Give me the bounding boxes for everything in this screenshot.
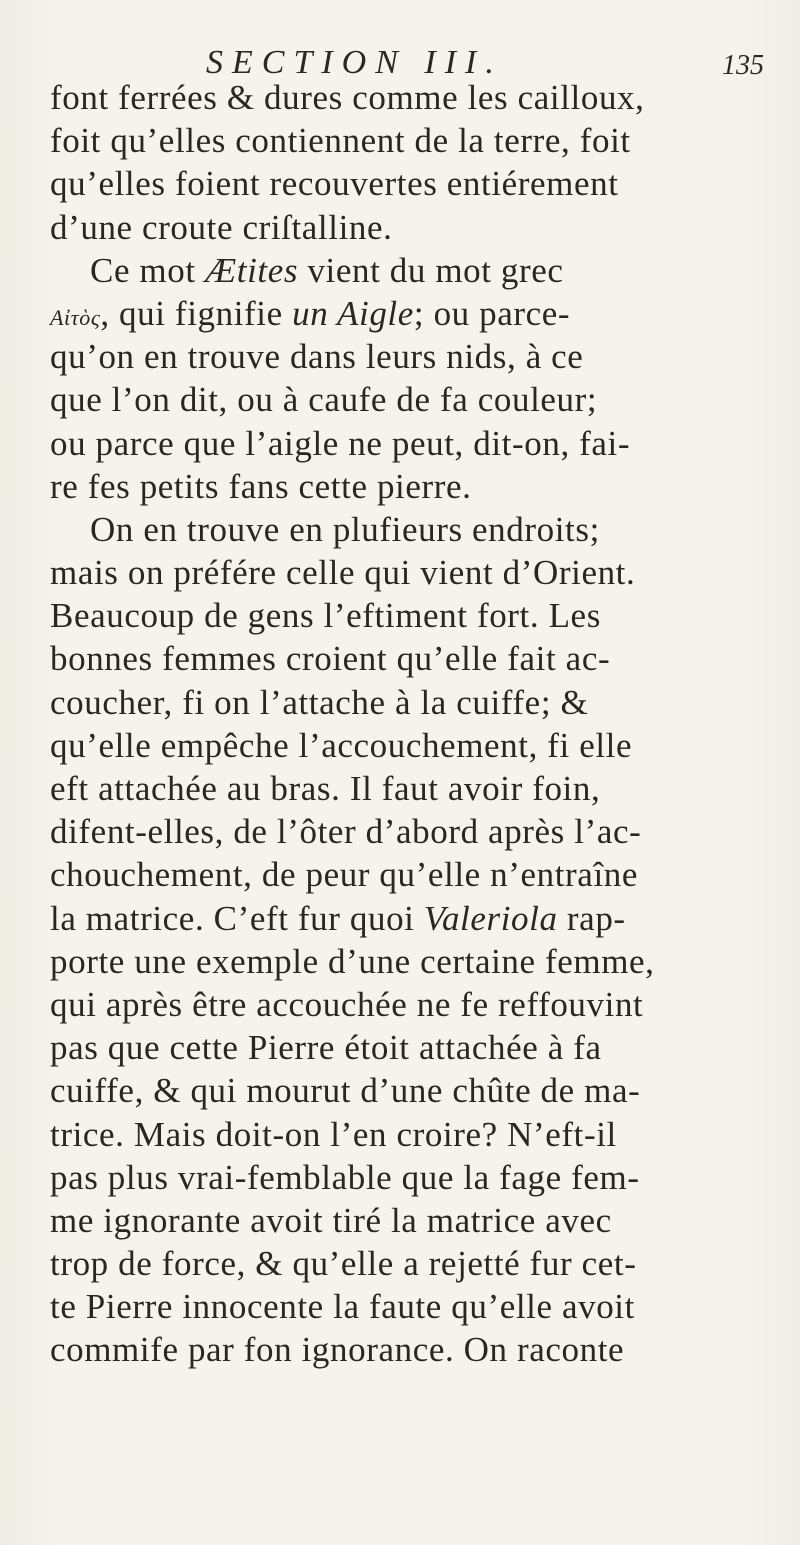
- text-fragment: mais on préfére celle qui vient d’Orient.: [50, 553, 636, 593]
- text-line: [50, 378, 790, 421]
- text-fragment: pas que cette Pierre étoit attachée à fa: [50, 1028, 602, 1068]
- text-line: [50, 983, 790, 1026]
- text-fragment: coucher, fi on l’attache à la cuiffe; &: [50, 682, 589, 722]
- text-fragment: ; ou parce-: [413, 293, 571, 333]
- text-line: [50, 1199, 790, 1242]
- text-fragment: rap-: [557, 898, 626, 938]
- text-line: [50, 681, 790, 724]
- text-fragment: qui après être accouchée ne fe reffouvint: [50, 984, 644, 1024]
- text-line: [50, 1285, 790, 1328]
- text-line: [50, 551, 790, 594]
- text-line: [50, 637, 790, 680]
- text-line: [50, 767, 790, 810]
- text-fragment: qu’elle empêche l’accouchement, fi elle: [50, 725, 633, 765]
- page-number: 135: [722, 50, 764, 81]
- text-fragment: d’une croute criſtalline.: [50, 207, 393, 247]
- text-fragment: On en trouve en plufieurs endroits;: [90, 509, 600, 549]
- italic-text: Valeriola: [423, 898, 558, 938]
- text-fragment: font ferrées & dures comme les cailloux,: [50, 78, 645, 117]
- text-line: [50, 465, 790, 508]
- text-fragment: que l’on dit, ou à caufe de fa couleur;: [50, 380, 598, 420]
- text-fragment: te Pierre innocente la faute qu’elle avoit: [50, 1287, 635, 1327]
- text-fragment: ou parce que l’aigle ne peut, dit-on, fai-: [50, 423, 631, 463]
- text-line: [50, 508, 790, 551]
- body-text: [50, 76, 790, 1372]
- text-line: [50, 162, 790, 205]
- text-line: [50, 292, 790, 335]
- text-line: [50, 249, 790, 292]
- text-line: [50, 853, 790, 896]
- text-fragment: commife par fon ignorance. On raconte: [50, 1330, 625, 1370]
- text-fragment: qu’elles foient recouvertes entiérement: [50, 164, 619, 204]
- text-line: [50, 1242, 790, 1285]
- text-line: [50, 897, 790, 940]
- text-line: [50, 1026, 790, 1069]
- text-line: [50, 594, 790, 637]
- text-fragment: Ce mot: [90, 250, 206, 290]
- text-fragment: chouchement, de peur qu’elle n’entraîne: [50, 855, 638, 895]
- text-fragment: la matrice. C’eft fur quoi: [50, 898, 424, 938]
- text-line: [50, 810, 790, 853]
- text-fragment: cuiffe, & qui mourut d’une chûte de ma-: [50, 1071, 641, 1111]
- text-fragment: porte une exemple d’une certaine femme,: [50, 941, 655, 981]
- text-line: [50, 1069, 790, 1112]
- text-fragment: eft attachée au bras. Il faut avoir foin,: [50, 769, 601, 808]
- text-fragment: Beaucoup de gens l’eftiment fort. Les: [50, 596, 601, 636]
- text-fragment: , qui fignifie: [100, 293, 293, 333]
- text-fragment: trop de force, & qu’elle a rejetté fur cet-: [50, 1244, 637, 1284]
- text-line: [50, 724, 790, 767]
- text-line: [50, 119, 790, 162]
- text-line: [50, 1156, 790, 1199]
- text-fragment: re fes petits fans cette pierre.: [50, 466, 472, 506]
- text-line: [50, 76, 790, 119]
- italic-text: Ætites: [205, 250, 299, 290]
- text-fragment: bonnes femmes croient qu’elle fait ac-: [50, 639, 611, 679]
- text-line: [50, 422, 790, 465]
- text-fragment: vient du mot grec: [298, 250, 564, 290]
- text-fragment: difent-elles, de l’ôter d’abord après l’ac-: [50, 812, 642, 852]
- italic-text: un Aigle: [292, 293, 414, 333]
- text-fragment: pas plus vrai-femblable que la fage fem-: [50, 1157, 640, 1197]
- text-line: [50, 206, 790, 249]
- greek-word: Aἰτὸς: [50, 304, 101, 330]
- text-fragment: qu’on en trouve dans leurs nids, à ce: [50, 337, 584, 377]
- text-line: [50, 1113, 790, 1156]
- section-title: SECTION III.: [206, 44, 503, 81]
- text-line: [50, 335, 790, 378]
- text-fragment: foit qu’elles contiennent de la terre, foit: [50, 121, 631, 161]
- text-line: [50, 1328, 790, 1371]
- text-fragment: me ignorante avoit tiré la matrice avec: [50, 1200, 612, 1240]
- text-fragment: trice. Mais doit-on l’en croire? N’eft-il: [50, 1114, 617, 1154]
- text-line: [50, 940, 790, 983]
